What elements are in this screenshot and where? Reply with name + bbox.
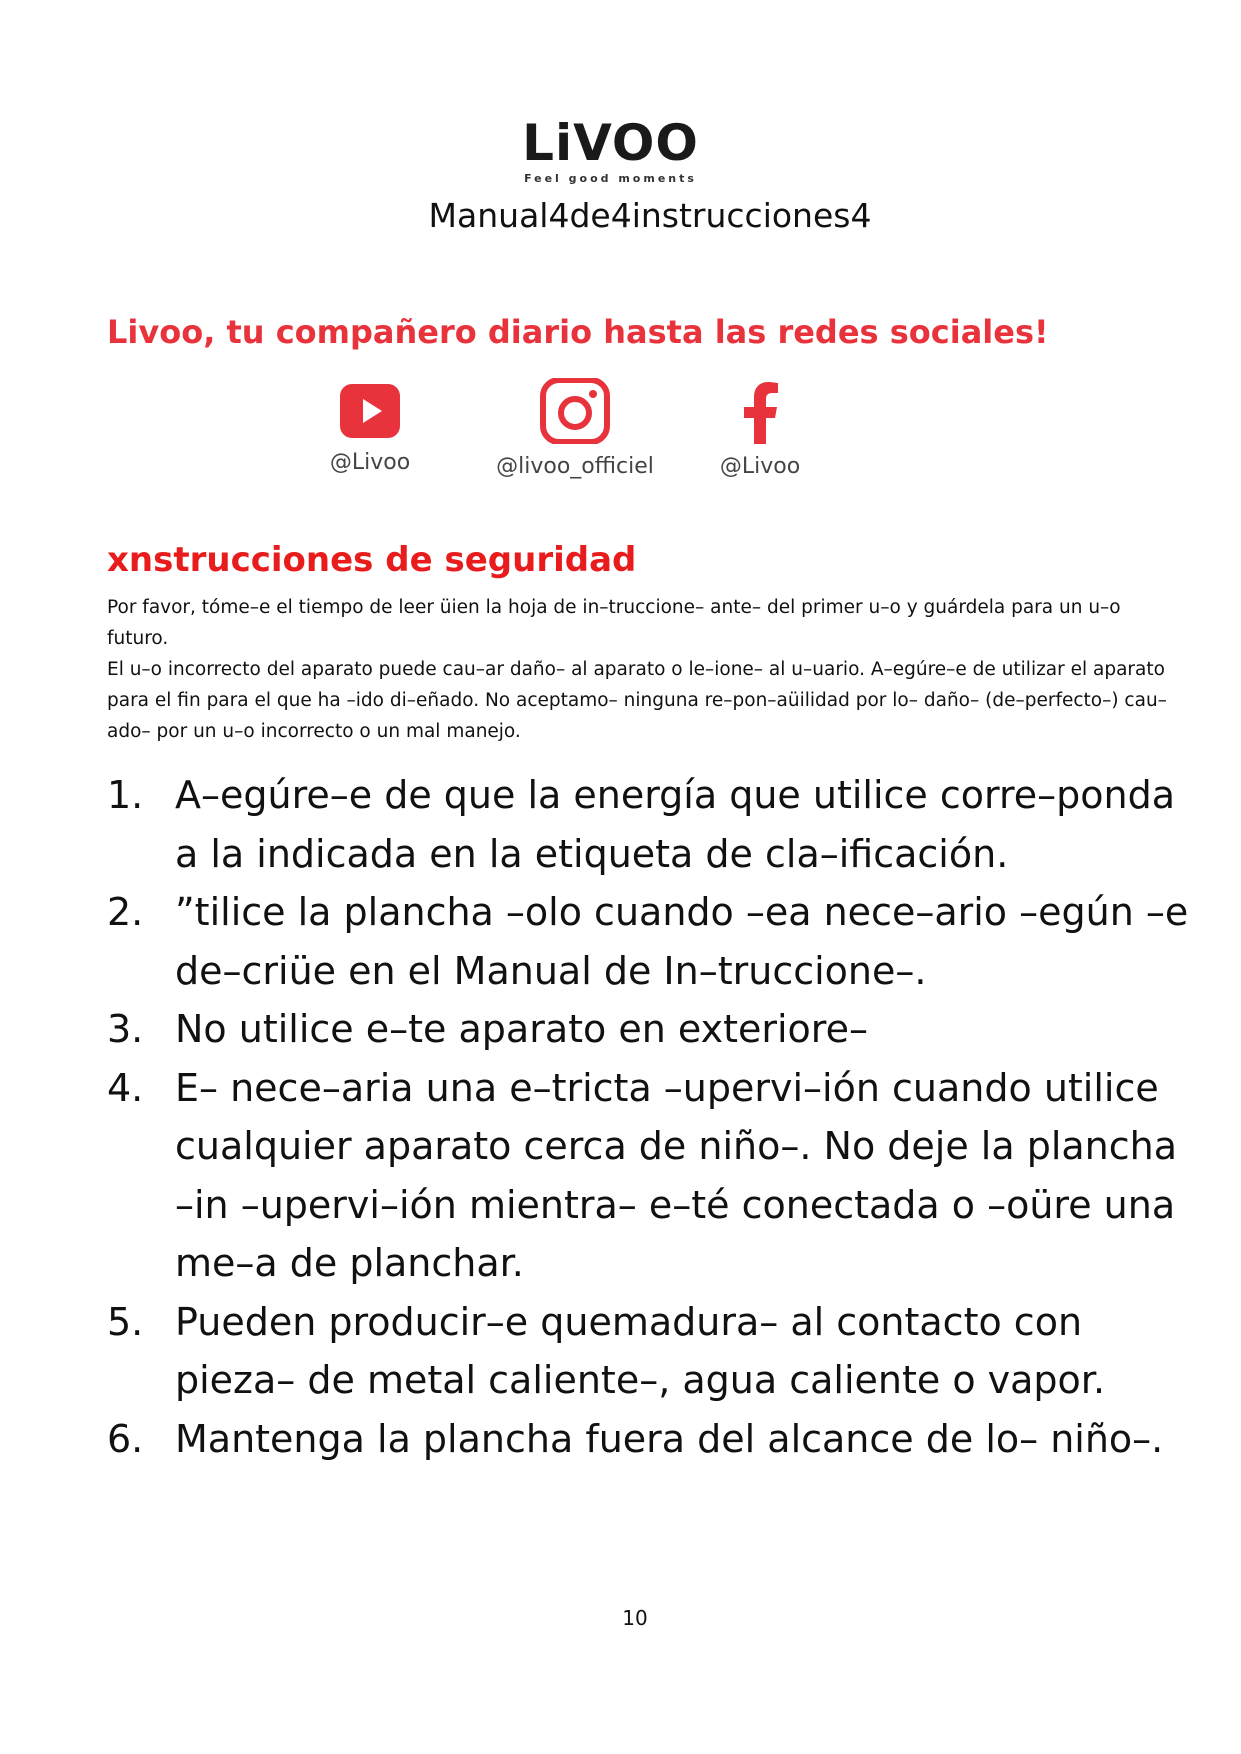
item-number: 4. (107, 1065, 144, 1110)
item-text: Mantenga la plancha fuera del alcance de lo– niño–. (175, 1416, 1164, 1461)
safety-intro (107, 592, 1167, 747)
intro-paragraph: El u–o incorrecto del aparato puede cau–ar daño– al aparato o le–ione– al u–uario. A–egúre–e de utilizar el aparato para el fin para el que ha –ido di–eñado. No aceptamo– ninguna re–pon–aüilidad por lo– daño– (de–perfecto–) cau–ado– por un u–o incorrecto o un mal manejo. (107, 659, 1167, 742)
list-item (107, 1059, 1207, 1293)
instagram-icon (539, 378, 611, 444)
item-number: 2. (107, 890, 144, 934)
social-heading: Livoo, tu compañero diario hasta las redes sociales! (107, 313, 1049, 351)
item-text: Pueden producir–e quemadura– al contacto con pieza– de metal caliente–, agua caliente o vapor. (175, 1299, 1106, 1402)
safety-heading: xnstrucciones de seguridad (107, 540, 637, 580)
document-title: Manual4de4instrucciones4 (428, 196, 872, 235)
youtube-icon (338, 382, 402, 440)
logo-tagline: Feel good moments (524, 172, 697, 185)
item-number: 6. (107, 1416, 144, 1461)
facebook-icon (740, 382, 780, 444)
item-number: 1. (107, 773, 144, 817)
list-item (107, 1000, 1207, 1059)
item-text: A–egúre–e de que la energía que utilice corre–ponda a la indicada en la etiqueta de cla–ificación. (175, 773, 1176, 876)
social-facebook (700, 382, 820, 479)
list-item (107, 1293, 1207, 1410)
item-number: 3. (107, 1007, 144, 1051)
list-item (107, 1410, 1207, 1469)
logo-wordmark: LiVOO (522, 114, 699, 172)
brand-logo (0, 114, 1241, 185)
youtube-handle: @Livoo (329, 450, 411, 475)
item-number: 5. (107, 1299, 144, 1344)
list-item (107, 883, 1207, 1000)
instagram-handle: @livoo_officiel (496, 454, 654, 479)
facebook-handle: @Livoo (719, 454, 801, 479)
social-youtube (290, 382, 450, 475)
page-number: 10 (622, 1606, 648, 1630)
item-text: E– nece–aria una e–tricta –upervi–ión cuando utilice cualquier aparato cerca de niño–. No deje la plancha –in –upervi–ión mientra– e–té conectada o –oüre una me–a de planchar. (175, 1065, 1178, 1285)
list-item (107, 766, 1207, 883)
safety-list (107, 766, 1207, 1468)
item-text: No utilice e–te aparato en exteriore– (175, 1007, 868, 1051)
item-text: ”tilice la plancha –olo cuando –ea nece–ario –egún –e de–criüe en el Manual de In–truccione–. (175, 890, 1189, 993)
intro-paragraph: Por favor, tóme–e el tiempo de leer üien la hoja de in–truccione– ante– del primer u–o y guárdela para un u–o futuro. (107, 597, 1121, 649)
social-instagram (480, 378, 670, 479)
